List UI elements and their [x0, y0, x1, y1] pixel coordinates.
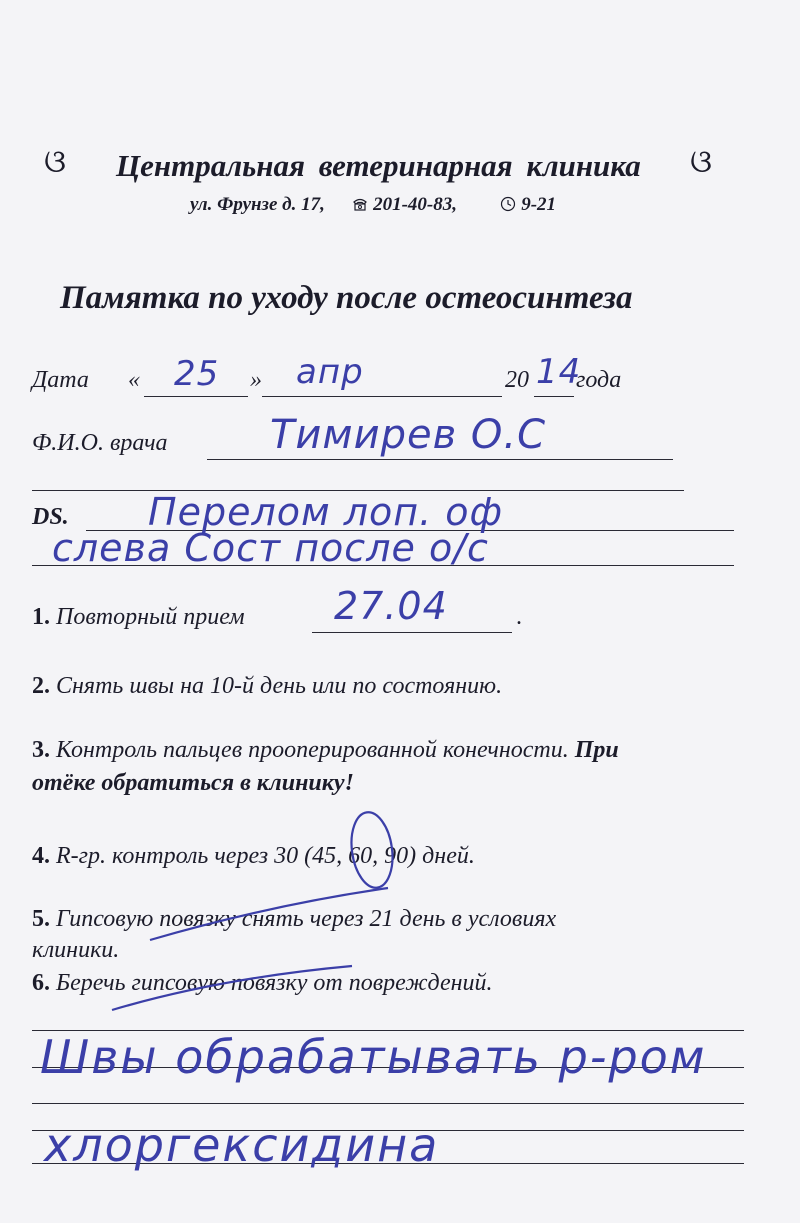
date-close-quote: » [250, 367, 262, 393]
date-label: Дата [32, 367, 89, 393]
date-month-line [262, 396, 502, 397]
date-day-handwritten: 25 [174, 354, 220, 394]
notes-handwritten-line-1: Швы обрабатывать р-ром [40, 1030, 707, 1084]
date-day-line [144, 396, 248, 397]
item-6-number: 6. [32, 970, 50, 996]
doctor-line [207, 459, 673, 460]
notes-line-3 [32, 1103, 744, 1104]
item-5 [32, 906, 556, 933]
item-3-warning-start: При [574, 737, 619, 763]
year-prefix: 20 [505, 367, 529, 393]
right-ornament-icon: ଓ [690, 142, 713, 180]
item-1-text: Повторный прием [56, 604, 245, 630]
item-6 [32, 970, 493, 997]
street-address: ул. Фрунзе д. 17, [190, 194, 325, 215]
clinic-name: Центральная ветеринарная клиника [116, 148, 641, 183]
item-4-text: R-гр. контроль через 30 (45, 60, 90) дней. [56, 843, 475, 869]
item-3 [32, 737, 619, 764]
item-2-number: 2. [32, 673, 50, 699]
phone-number: 201-40-83, [373, 194, 457, 215]
item-5-text-line-1: Гипсовую повязку снять через 21 день в условиях [56, 906, 557, 932]
doctor-label: Ф.И.О. врача [32, 430, 168, 456]
item-5-number: 5. [32, 906, 50, 932]
item-3-text: Контроль пальцев прооперированной конечности. [56, 737, 569, 763]
revisit-date-handwritten: 27.04 [334, 584, 448, 628]
year-line [534, 396, 574, 397]
date-month-handwritten: апр [296, 352, 364, 392]
notes-handwritten-line-2: хлоргексидина [44, 1118, 440, 1172]
item-3-warning: отёке обратиться в клинику! [32, 770, 354, 796]
item-6-text: Беречь гипсовую повязку от повреждений. [56, 970, 493, 996]
doctor-name-handwritten: Тимирев О.С [270, 412, 547, 458]
item-5-text-line-2: клиники. [32, 937, 120, 963]
date-open-quote: « [128, 367, 140, 393]
diagnosis-handwritten-line-1: Перелом лоп. оф [148, 490, 504, 534]
item-2 [32, 673, 502, 700]
revisit-dot: . [516, 604, 522, 630]
item-4 [32, 843, 475, 870]
diagnosis-handwritten-line-2: слева Сост после о/с [52, 526, 489, 570]
year-suffix-handwritten: 14 [536, 352, 582, 392]
item-2-text: Снять швы на 10-й день или по состоянию. [56, 673, 503, 699]
item-3-number: 3. [32, 737, 50, 763]
left-ornament-icon: ଓ [44, 142, 67, 180]
clock-icon [500, 196, 516, 212]
opening-hours: 9-21 [521, 194, 557, 215]
year-word: года [576, 367, 622, 393]
revisit-date-line [312, 632, 512, 633]
page-title: Памятка по уходу после остеосинтеза [60, 280, 633, 316]
clinic-address [190, 194, 556, 216]
ds-label: DS. [32, 504, 69, 530]
item-1-number: 1. [32, 604, 50, 630]
item-4-number: 4. [32, 843, 50, 869]
phone-icon [352, 196, 368, 212]
item-1 [32, 604, 245, 631]
